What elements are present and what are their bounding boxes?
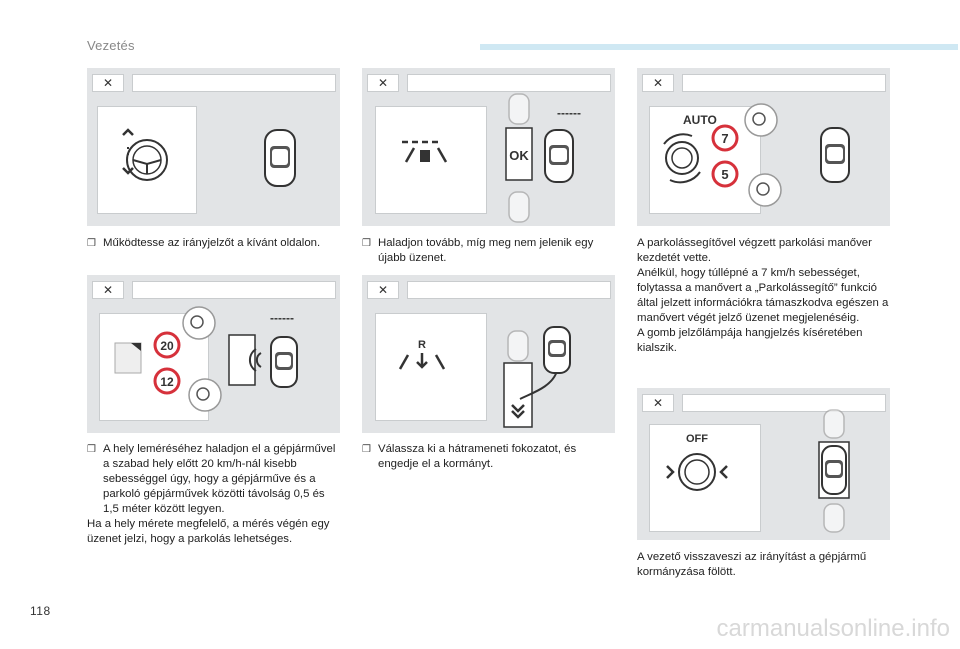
ultrasound-sensor-top (183, 307, 215, 339)
parking-lines-icon (400, 353, 444, 369)
close-icon: ✕ (367, 74, 399, 92)
close-icon: ✕ (367, 281, 399, 299)
illustration-auto-steering (637, 68, 890, 226)
steering-wheel-icon (123, 130, 167, 180)
bullet-icon: ❒ (87, 238, 96, 249)
instruction-driver-control: A vezető visszaveszi az irányítást a gépjármű kormányzása fölött. (637, 551, 867, 578)
car-top-view-icon (271, 337, 297, 387)
close-icon: ✕ (642, 394, 674, 412)
parked-car-icon (509, 94, 529, 124)
bullet-icon: ❒ (362, 238, 371, 249)
watermark: carmanualsonline.info (716, 615, 950, 642)
reverse-gear-label: R (418, 339, 426, 351)
ultrasound-sensor-bottom (189, 379, 221, 411)
parking-slot (229, 335, 255, 385)
illustration-reverse-gear (362, 275, 615, 433)
map-thumbnail-icon (115, 343, 141, 373)
header-bar (480, 44, 958, 50)
page-number: 118 (30, 604, 51, 618)
speed-badge-bottom (713, 162, 737, 186)
auto-label: AUTO (683, 113, 717, 127)
illustration-turn-signal (87, 68, 340, 226)
close-icon: ✕ (92, 281, 124, 299)
car-top-view-icon (821, 128, 849, 182)
svg-text:20: 20 (160, 339, 174, 353)
section-title: Vezetés (87, 38, 135, 53)
parked-car-icon (509, 192, 529, 222)
instruction-continue: ❒ Haladjon tovább, míg meg nem jelenik egy újabb üzenet. (362, 237, 594, 264)
ultrasound-sensor-top (745, 104, 777, 136)
parking-lines-icon (402, 142, 446, 162)
instruction-reverse-gear: ❒ Válassza ki a hátrameneti fokozatot, és engedje el a kormányt. (362, 443, 577, 470)
car-top-view-icon (265, 130, 295, 186)
bullet-icon: ❒ (362, 444, 371, 455)
parked-car-icon (824, 410, 844, 438)
parked-car-icon (824, 504, 844, 532)
instruction-auto-parking: A parkolássegítővel végzett parkolási manőver kezdetét vette. Anélkül, hogy túllépné a 7 km/h sebességet, folytassa a manővert a „Parkolássegítő” funkció által jelzett információkra támaszkodva egészen a manővert végét jelző üzenet megjelenéséig. A gomb jelzőlámpája hangjelzés kíséretében kialszik. (637, 237, 889, 354)
car-top-view-icon (545, 130, 573, 182)
svg-text:7: 7 (721, 131, 729, 146)
illustration-space-measuring (87, 275, 340, 433)
close-icon: ✕ (642, 74, 674, 92)
instruction-measure-space: ❒ A hely leméréséhez haladjon el a gépjárművel a szabad hely előtt 20 km/h-nál kisebb sebességgel úgy, hogy a gépjárműve és a parkoló gépjárművek közötti távolság 0,5 és 1,5 méter között legyen. Ha a hely mérete megfelelő, a mérés végén egy üzenet jelzi, hogy a parkolás lehetséges. (87, 443, 336, 545)
steering-wheel-icon (667, 454, 727, 490)
off-label: OFF (686, 433, 708, 445)
car-top-view-icon (822, 446, 846, 494)
steering-wheel-icon (664, 134, 700, 182)
close-icon: ✕ (92, 74, 124, 92)
svg-text:12: 12 (160, 375, 174, 389)
car-top-view-icon (544, 327, 570, 373)
svg-text:5: 5 (721, 167, 729, 182)
ultrasound-sensor-bottom (749, 174, 781, 206)
parked-car-icon (508, 331, 528, 361)
illustration-ok-message (362, 68, 615, 226)
dash-indicator: ------ (557, 106, 581, 120)
bullet-icon: ❒ (87, 444, 96, 455)
illustration-assist-off (637, 388, 890, 540)
speed-badge-bottom (155, 369, 179, 393)
speed-badge-top (713, 126, 737, 150)
speed-badge-top (155, 333, 179, 357)
dash-indicator: ------ (270, 311, 294, 325)
instruction-turn-signal: ❒ Működtesse az irányjelzőt a kívánt oldalon. (87, 237, 321, 249)
ok-label: OK (509, 148, 529, 163)
